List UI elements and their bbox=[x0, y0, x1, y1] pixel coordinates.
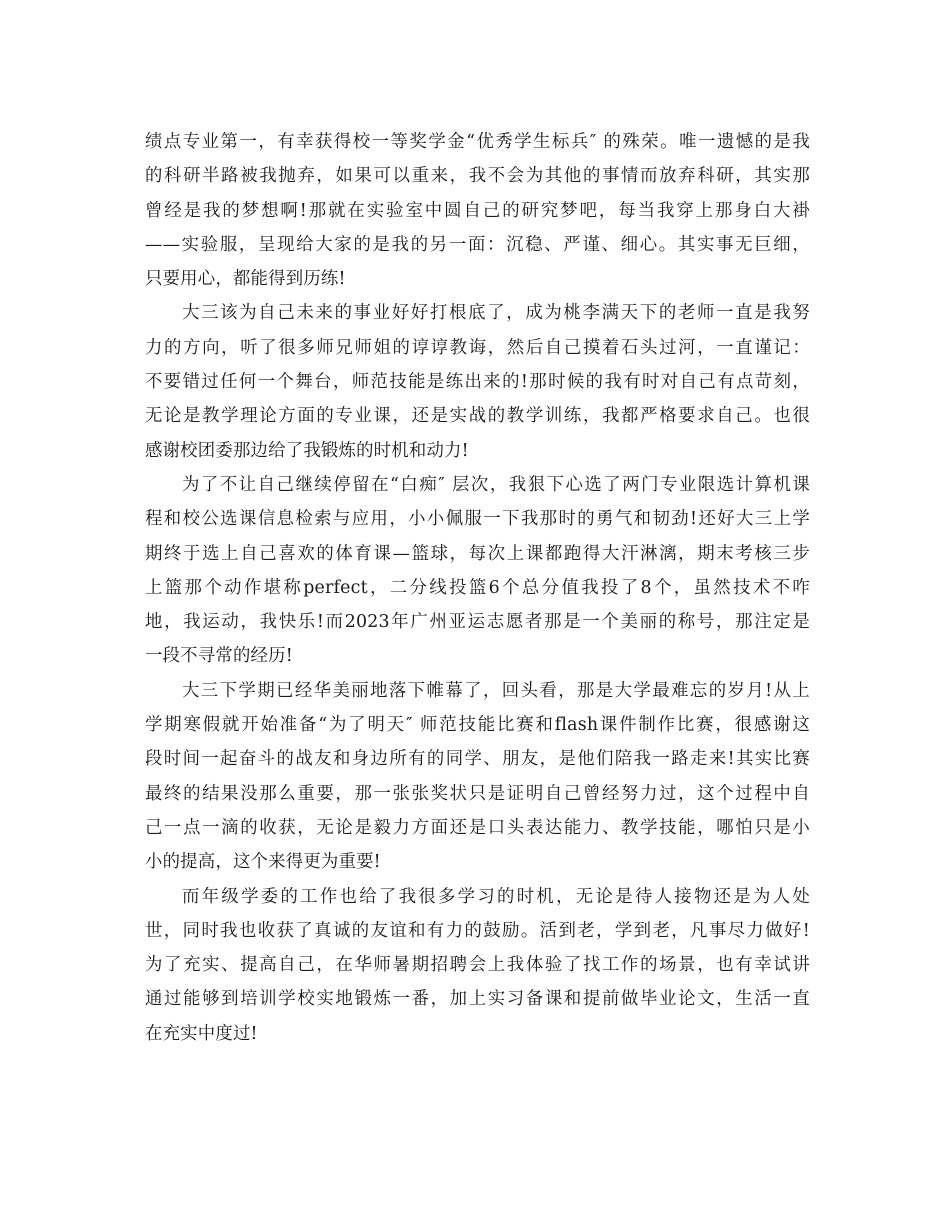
text-line: 无论是教学理论方面的专业课，还是实战的教学训练，我都严格要求自己。也很 bbox=[145, 406, 810, 427]
text-line: 曾经是我的梦想啊!那就在实验室中圆自己的研究梦吧，每当我穿上那身白大褂 bbox=[145, 200, 810, 221]
text-line: ——实验服，呈现给大家的是我的另一面：沉稳、严谨、细心。其实事无巨细， bbox=[145, 234, 810, 255]
text-line: 最终的结果没那么重要，那一张张奖状只是证明自己曾经努力过，这个过程中自 bbox=[145, 783, 810, 804]
text-line: 段时间一起奋斗的战友和身边所有的同学、朋友，是他们陪我一路走来!其实比赛 bbox=[145, 749, 810, 770]
text-line: 期终于选上自己喜欢的体育课—篮球，每次上课都跑得大汗淋漓，期末考核三步 bbox=[145, 543, 810, 564]
paragraph-2 bbox=[145, 296, 810, 467]
text-line: 绩点专业第一，有幸获得校一等奖学金“优秀学生标兵″ 的殊荣。唯一遗憾的是我 bbox=[145, 132, 810, 152]
text-line: 学期寒假就开始准备“为了明天″ 师范技能比赛和flash课件制作比赛，很感谢这 bbox=[145, 715, 810, 736]
text-line: 只要用心，都能得到历练! bbox=[145, 269, 346, 290]
text-line: 不要错过任何一个舞台，师范技能是练出来的!那时候的我有时对自己有点苛刻， bbox=[145, 372, 810, 393]
text-line: 一段不寻常的经历! bbox=[145, 646, 293, 667]
document-body bbox=[145, 125, 810, 1051]
paragraph-1 bbox=[145, 125, 810, 296]
text-line: 上篮那个动作堪称perfect，二分线投篮6个总分值我投了8个，虽然技术不咋 bbox=[145, 577, 810, 598]
text-line: 感谢校团委那边给了我锻炼的时机和动力! bbox=[145, 440, 469, 461]
paragraph-3 bbox=[145, 468, 810, 674]
text-line: 己一点一滴的收获，无论是毅力方面还是口头表达能力、教学技能，哪怕只是小 bbox=[145, 817, 810, 838]
text-line: 小的提高，这个来得更为重要! bbox=[145, 852, 381, 873]
text-line: 程和校公选课信息检索与应用，小小佩服一下我那时的勇气和韧劲!还好大三上学 bbox=[145, 509, 810, 530]
text-line: 力的方向，听了很多师兄师姐的谆谆教诲，然后自己摸着石头过河，一直谨记： bbox=[145, 337, 810, 358]
text-line: 的科研半路被我抛弃，如果可以重来，我不会为其他的事情而放弃科研，其实那 bbox=[145, 166, 810, 187]
paragraph-4 bbox=[145, 674, 810, 880]
text-line: 通过能够到培训学校实地锻炼一番，加上实习备课和提前做毕业论文，生活一直 bbox=[145, 989, 810, 1010]
text-line: 为了不让自己继续停留在“白痴″ 层次，我狠下心选了两门专业限选计算机课 bbox=[182, 474, 810, 495]
text-line: 大三下学期已经华美丽地落下帷幕了，回头看，那是大学最难忘的岁月!从上 bbox=[182, 680, 810, 701]
text-line: 而年级学委的工作也给了我很多学习的时机，无论是待人接物还是为人处 bbox=[182, 886, 810, 907]
text-line: 为了充实、提高自己，在华师暑期招聘会上我体验了找工作的场景，也有幸试讲 bbox=[145, 955, 810, 976]
text-line: 大三该为自己未来的事业好好打根底了，成为桃李满天下的老师一直是我努 bbox=[182, 303, 810, 324]
paragraph-5 bbox=[145, 880, 810, 1051]
text-line: 世，同时我也收获了真诚的友谊和有力的鼓励。活到老，学到老，凡事尽力做好! bbox=[145, 920, 810, 941]
text-line: 地，我运动，我快乐!而2023年广州亚运志愿者那是一个美丽的称号，那注定是 bbox=[145, 612, 810, 633]
text-line: 在充实中度过! bbox=[145, 1023, 258, 1044]
